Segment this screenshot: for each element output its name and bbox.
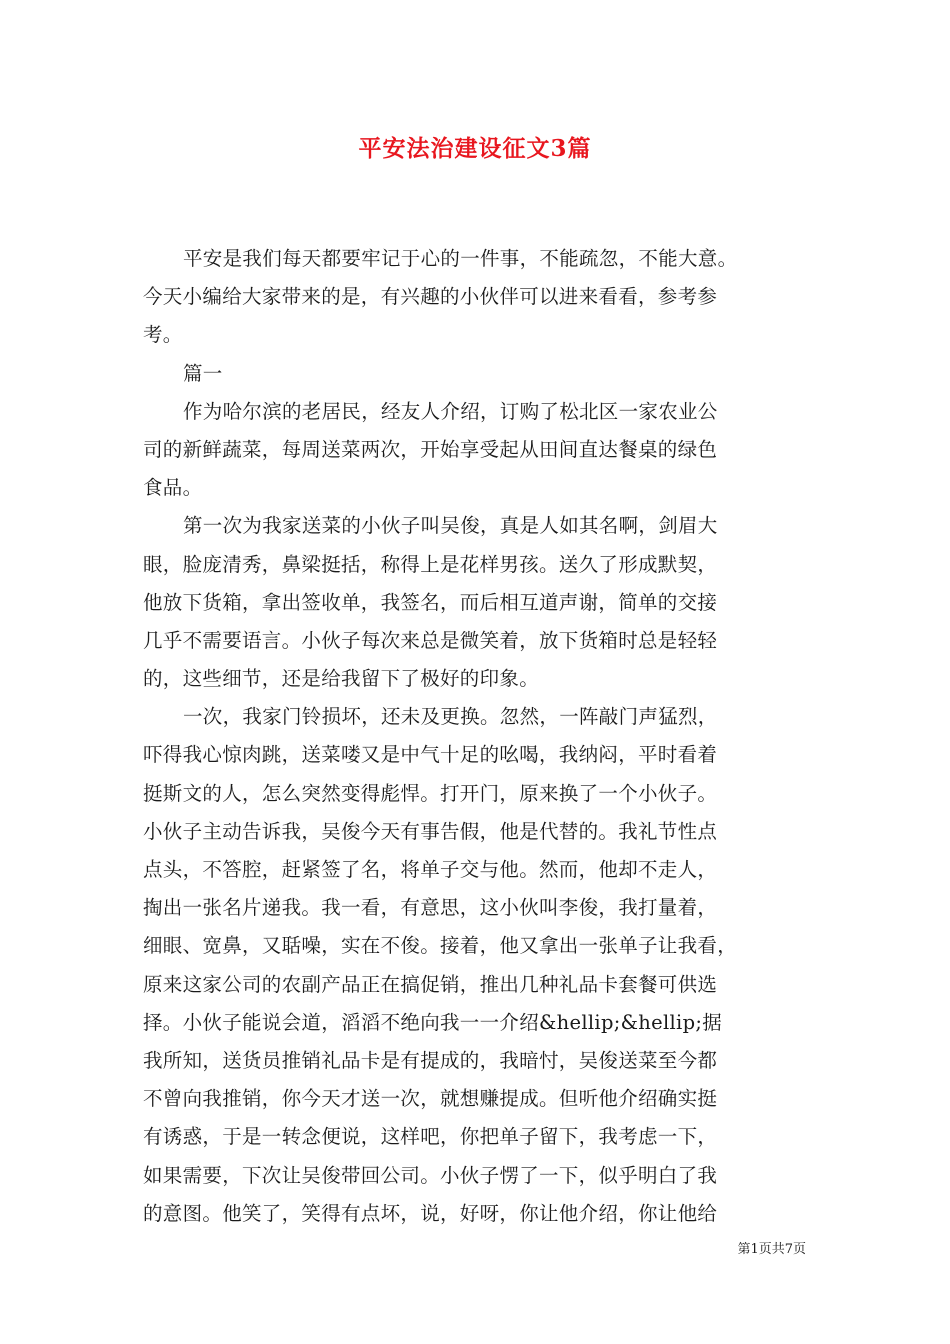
text-line: 作为哈尔滨的老居民，经友人介绍，订购了松北区一家农业公	[183, 399, 718, 423]
text-line: 食品。	[143, 476, 203, 500]
page-footer	[737, 1240, 806, 1260]
text-line: 细眼、宽鼻，又聒噪，实在不俊。接着，他又拿出一张单子让我看，	[143, 934, 738, 958]
text-line: 他放下货箱，拿出签收单，我签名，而后相互道声谢，简单的交接	[143, 590, 718, 614]
text-line: 第一次为我家送菜的小伙子叫吴俊，真是人如其名啊，剑眉大	[183, 514, 718, 538]
text-line: 挺斯文的人，怎么突然变得彪悍。打开门，原来换了一个小伙子。	[143, 781, 718, 805]
text-line: 考。	[143, 323, 183, 347]
text-line: 几乎不需要语言。小伙子每次来总是微笑着，放下货箱时总是轻轻	[143, 628, 718, 652]
text-line: 点头，不答腔，赶紧签了名，将单子交与他。然而，他却不走人，	[143, 858, 718, 881]
text-line: 原来这家公司的农副产品正在搞促销，推出几种礼品卡套餐可供选	[143, 972, 718, 996]
text-line: 的意图。他笑了，笑得有点坏，说，好呀，你让他介绍，你让他给	[143, 1201, 718, 1225]
document-body	[143, 240, 823, 1233]
text-line: 吓得我心惊肉跳，送菜喽又是中气十足的吆喝，我纳闷，平时看着	[143, 743, 718, 767]
document-title: 平安法治建设征文3篇	[358, 135, 592, 162]
text-line: 篇一	[183, 361, 223, 385]
text-line: 眼，脸庞清秀，鼻梁挺括，称得上是花样男孩。送久了形成默契，	[143, 552, 718, 576]
text-line: 一次，我家门铃损坏，还未及更换。忽然，一阵敲门声猛烈，	[183, 705, 718, 729]
text-line: 今天小编给大家带来的是，有兴趣的小伙伴可以进来看看，参考参	[143, 285, 718, 309]
text-line: 司的新鲜蔬菜，每周送菜两次，开始享受起从田间直达餐桌的绿色	[143, 437, 718, 461]
text-line: 小伙子主动告诉我，吴俊今天有事告假，他是代替的。我礼节性点	[143, 819, 718, 843]
text-line: 有诱惑，于是一转念便说，这样吧，你把单子留下，我考虑一下，	[143, 1125, 718, 1149]
text-line: 的，这些细节，还是给我留下了极好的印象。	[143, 667, 540, 691]
page-number-label: 第1页共7页	[737, 1242, 806, 1257]
text-line: 如果需要，下次让吴俊带回公司。小伙子愣了一下，似乎明白了我	[143, 1163, 718, 1187]
text-line: 择。小伙子能说会道，滔滔不绝向我一一介绍&hellip;&hellip;据	[143, 1010, 723, 1034]
text-line: 不曾向我推销，你今天才送一次，就想赚提成。但听他介绍确实挺	[143, 1087, 718, 1111]
text-line: 我所知，送货员推销礼品卡是有提成的，我暗忖，吴俊送菜至今都	[143, 1048, 718, 1072]
text-line: 平安是我们每天都要牢记于心的一件事，不能疏忽，不能大意。	[183, 247, 738, 270]
text-line: 掏出一张名片递我。我一看，有意思，这小伙叫李俊，我打量着，	[143, 896, 718, 920]
